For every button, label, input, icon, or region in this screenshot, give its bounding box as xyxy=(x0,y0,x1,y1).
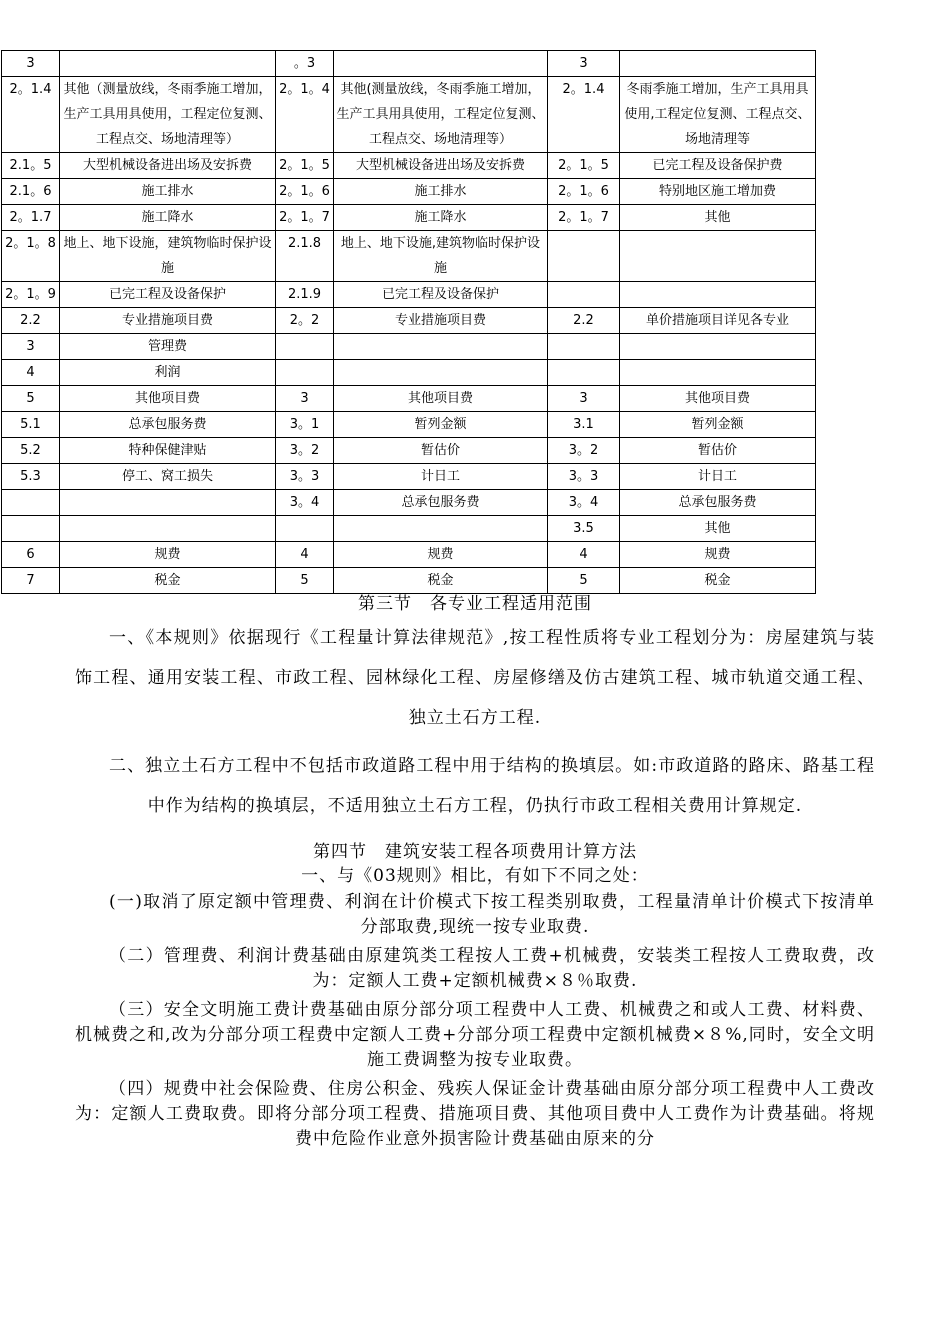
table-cell-code-old xyxy=(2,490,60,516)
table-row xyxy=(2,51,816,77)
table-cell-item-new: 总承包服务费 xyxy=(620,490,816,516)
table-cell-item-old: 规费 xyxy=(60,542,276,568)
table-cell-item-new: 其他 xyxy=(620,205,816,231)
table-row xyxy=(2,516,816,542)
table-cell-code-new: 2。1.4 xyxy=(548,77,620,153)
table-row xyxy=(2,542,816,568)
table-cell-code-mid: 2。1。5 xyxy=(276,153,334,179)
table-cell-code-mid: 3。2 xyxy=(276,438,334,464)
table-cell-code-new: 3.5 xyxy=(548,516,620,542)
table-cell-item-new: 其他项目费 xyxy=(620,386,816,412)
table-cell-item-old xyxy=(60,51,276,77)
table-cell-code-new: 2。1。7 xyxy=(548,205,620,231)
table-cell-code-mid: 3 xyxy=(276,386,334,412)
table-cell-item-mid xyxy=(334,334,548,360)
table-cell-item-old: 施工降水 xyxy=(60,205,276,231)
table-cell-code-old: 5.3 xyxy=(2,464,60,490)
table-cell-item-mid: 其他(测量放线，冬雨季施工增加，生产工具用具使用，工程定位复测、工程点交、场地清理等） xyxy=(334,77,548,153)
table-cell-code-old: 6 xyxy=(2,542,60,568)
section4-paragraph-2: （二）管理费、利润计费基础由原建筑类工程按人工费+机械费，安装类工程按人工费取费，改为：定额人工费+定额机械费×８％取费. xyxy=(109,946,875,991)
table-cell-code-mid: 3。1 xyxy=(276,412,334,438)
table-cell-code-old: 3 xyxy=(2,334,60,360)
table-cell-code-new: 3。4 xyxy=(548,490,620,516)
table-row xyxy=(2,282,816,308)
table-cell-item-new: 已完工程及设备保护费 xyxy=(620,153,816,179)
table-cell-code-new xyxy=(548,231,620,282)
table-cell-item-old xyxy=(60,490,276,516)
table-cell-item-old: 其他（测量放线，冬雨季施工增加，生产工具用具使用，工程定位复测、工程点交、场地清理等） xyxy=(60,77,276,153)
table-cell-code-mid xyxy=(276,516,334,542)
table-cell-item-mid xyxy=(334,360,548,386)
table-cell-item-new xyxy=(620,51,816,77)
table-cell-code-mid: 2。2 xyxy=(276,308,334,334)
table-cell-code-new: 3。2 xyxy=(548,438,620,464)
table-cell-code-mid: 2。1。4 xyxy=(276,77,334,153)
table-cell-item-new xyxy=(620,282,816,308)
table-cell-item-new xyxy=(620,334,816,360)
table-cell-code-new: 3 xyxy=(548,51,620,77)
table-cell-item-mid: 其他项目费 xyxy=(334,386,548,412)
table-cell-code-old: 2。1.4 xyxy=(2,77,60,153)
table-cell-item-new: 税金 xyxy=(620,568,816,594)
section4-paragraph-3: （三）安全文明施工费计费基础由原分部分项工程费中人工费、机械费之和或人工费、材料费、机械费之和,改为分部分项工程费中定额人工费+分部分项工程费中定额机械费×８%,同时，安全文明施工费调整为按专业取费。 xyxy=(75,1000,875,1070)
table-cell-code-new xyxy=(548,282,620,308)
table-row xyxy=(2,464,816,490)
table-row xyxy=(2,438,816,464)
table-cell-item-old: 管理费 xyxy=(60,334,276,360)
section4-paragraph-1: (一)取消了原定额中管理费、利润在计价模式下按工程类别取费，工程量清单计价模式下按清单分部取费,现统一按专业取费. xyxy=(109,892,875,937)
table-cell-code-new: 2。1。6 xyxy=(548,179,620,205)
table-cell-item-mid: 地上、地下设施,建筑物临时保护设施 xyxy=(334,231,548,282)
table-row xyxy=(2,205,816,231)
table-cell-code-mid: 2。1。6 xyxy=(276,179,334,205)
table-cell-item-old: 特种保健津贴 xyxy=(60,438,276,464)
table-cell-item-mid: 暂列金额 xyxy=(334,412,548,438)
table-cell-item-old: 已完工程及设备保护 xyxy=(60,282,276,308)
section3-title: 第三节 各专业工程适用范围 xyxy=(358,594,592,614)
table-cell-code-new: 5 xyxy=(548,568,620,594)
table-cell-item-mid: 计日工 xyxy=(334,464,548,490)
table-cell-item-mid: 施工排水 xyxy=(334,179,548,205)
table-cell-code-new xyxy=(548,360,620,386)
table-cell-code-new xyxy=(548,334,620,360)
table-row xyxy=(2,77,816,153)
table-cell-item-new: 特别地区施工增加费 xyxy=(620,179,816,205)
table-row xyxy=(2,386,816,412)
table-cell-code-old: 2.1。5 xyxy=(2,153,60,179)
document-page xyxy=(0,50,950,1152)
table-cell-code-new: 4 xyxy=(548,542,620,568)
table-cell-item-mid xyxy=(334,51,548,77)
table-cell-item-old: 地上、地下设施，建筑物临时保护设施 xyxy=(60,231,276,282)
table-cell-item-mid: 施工降水 xyxy=(334,205,548,231)
section4-title: 第四节 建筑安装工程各项费用计算方法 xyxy=(313,842,637,862)
table-cell-code-old: 3 xyxy=(2,51,60,77)
table-cell-code-old: 2。1。8 xyxy=(2,231,60,282)
table-cell-code-new: 3。3 xyxy=(548,464,620,490)
section4-subtitle: 一、与《03规则》相比，有如下不同之处： xyxy=(301,866,649,886)
table-cell-item-mid: 总承包服务费 xyxy=(334,490,548,516)
section3-paragraph-1: 一、《本规则》依据现行《工程量计算法律规范》,按工程性质将专业工程划分为：房屋建筑与装饰工程、通用安装工程、市政工程、园林绿化工程、房屋修缮及仿古建筑工程、城市轨道交通工程、独立土石方工程. xyxy=(75,628,875,728)
table-cell-item-new: 其他 xyxy=(620,516,816,542)
table-cell-item-old: 总承包服务费 xyxy=(60,412,276,438)
table-cell-code-old: 5 xyxy=(2,386,60,412)
table-cell-code-old: 5.1 xyxy=(2,412,60,438)
table-cell-code-mid xyxy=(276,334,334,360)
table-cell-code-mid xyxy=(276,360,334,386)
table-row xyxy=(2,153,816,179)
table-cell-item-new: 计日工 xyxy=(620,464,816,490)
table-cell-item-mid: 暂估价 xyxy=(334,438,548,464)
table-row xyxy=(2,334,816,360)
table-cell-item-new: 单价措施项目详见各专业 xyxy=(620,308,816,334)
table-row xyxy=(2,231,816,282)
table-cell-item-mid: 大型机械设备进出场及安拆费 xyxy=(334,153,548,179)
table-cell-code-mid: 4 xyxy=(276,542,334,568)
table-cell-code-new: 2.2 xyxy=(548,308,620,334)
table-cell-code-old: 5.2 xyxy=(2,438,60,464)
section4-paragraph-4: （四）规费中社会保险费、住房公积金、残疾人保证金计费基础由原分部分项工程费中人工费改为：定额人工费取费。即将分部分项工程费、措施项目费、其他项目费中人工费作为计费基础。将规费中危险作业意外损害险计费基础由原来的分 xyxy=(75,1079,875,1149)
table-cell-item-mid: 专业措施项目费 xyxy=(334,308,548,334)
table-cell-code-old: 7 xyxy=(2,568,60,594)
table-row xyxy=(2,490,816,516)
section3-paragraph-2: 二、独立土石方工程中不包括市政道路工程中用于结构的换填层。如:市政道路的路床、路基工程中作为结构的换填层，不适用独立土石方工程，仍执行市政工程相关费用计算规定. xyxy=(109,756,875,816)
table-cell-code-mid: 2.1.9 xyxy=(276,282,334,308)
table-cell-item-old: 利润 xyxy=(60,360,276,386)
table-cell-item-mid xyxy=(334,516,548,542)
table-cell-code-mid: 2.1.8 xyxy=(276,231,334,282)
table-cell-code-old xyxy=(2,516,60,542)
table-cell-code-new: 3 xyxy=(548,386,620,412)
table-cell-item-old: 停工、窝工损失 xyxy=(60,464,276,490)
table-cell-item-old: 专业措施项目费 xyxy=(60,308,276,334)
table-cell-item-mid: 已完工程及设备保护 xyxy=(334,282,548,308)
table-row xyxy=(2,360,816,386)
table-cell-code-old: 2。1。9 xyxy=(2,282,60,308)
table-cell-code-old: 2.2 xyxy=(2,308,60,334)
table-cell-code-mid: 。3 xyxy=(276,51,334,77)
table-cell-code-new: 3.1 xyxy=(548,412,620,438)
table-cell-code-mid: 2。1。7 xyxy=(276,205,334,231)
table-cell-item-mid: 税金 xyxy=(334,568,548,594)
table-cell-code-mid: 3。3 xyxy=(276,464,334,490)
table-row xyxy=(2,179,816,205)
table-cell-item-old xyxy=(60,516,276,542)
table-cell-item-new: 暂估价 xyxy=(620,438,816,464)
table-cell-item-new: 暂列金额 xyxy=(620,412,816,438)
fee-comparison-table xyxy=(1,50,816,594)
table-cell-code-old: 2.1。6 xyxy=(2,179,60,205)
table-row xyxy=(2,308,816,334)
table-cell-code-new: 2。1。5 xyxy=(548,153,620,179)
table-cell-item-new: 规费 xyxy=(620,542,816,568)
table-row xyxy=(2,412,816,438)
table-cell-item-old: 其他项目费 xyxy=(60,386,276,412)
table-cell-code-old: 2。1.7 xyxy=(2,205,60,231)
table-cell-code-old: 4 xyxy=(2,360,60,386)
table-cell-item-new xyxy=(620,360,816,386)
table-cell-code-mid: 3。4 xyxy=(276,490,334,516)
table-cell-code-mid: 5 xyxy=(276,568,334,594)
table-cell-item-mid: 规费 xyxy=(334,542,548,568)
table-cell-item-new xyxy=(620,231,816,282)
table-cell-item-old: 税金 xyxy=(60,568,276,594)
table-cell-item-new: 冬雨季施工增加，生产工具用具使用,工程定位复测、工程点交、场地清理等 xyxy=(620,77,816,153)
table-row xyxy=(2,568,816,594)
table-cell-item-old: 大型机械设备进出场及安拆费 xyxy=(60,153,276,179)
table-cell-item-old: 施工排水 xyxy=(60,179,276,205)
